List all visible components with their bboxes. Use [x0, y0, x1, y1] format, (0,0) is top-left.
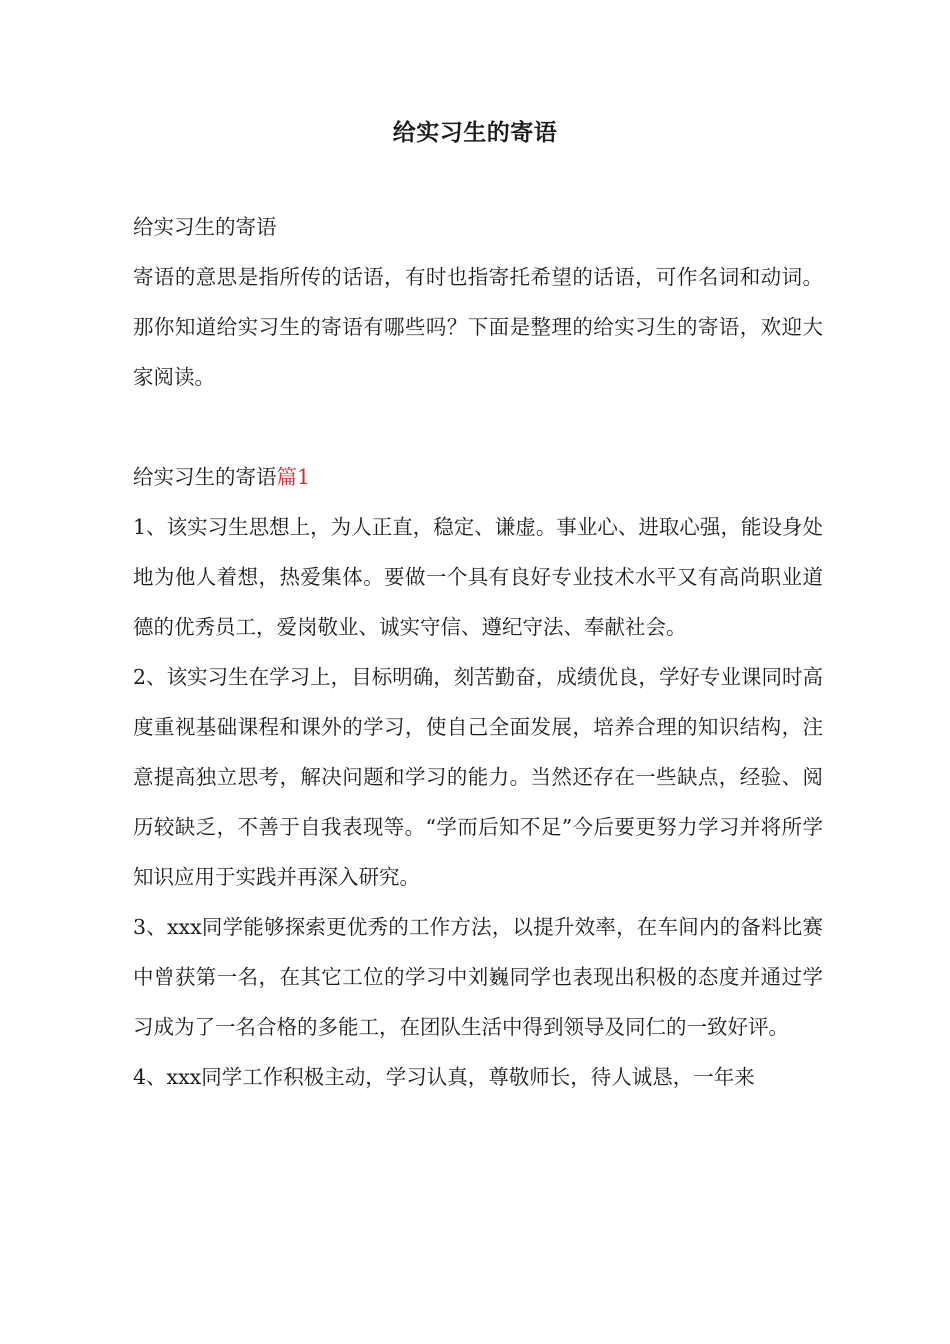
body-paragraph: 2、该实习生在学习上，目标明确，刻苦勤奋，成绩优良，学好专业课同时高度重视基础课程和课外的学习，使自己全面发展，培养合理的知识结构，注意提高独立思考，解决问题和学习的能力。当然还存在一些缺点，经验、阅历较缺乏，不善于自我表现等。“学而后知不足”今后要更努力学习并将所学知识应用于实践并再深入研究。: [133, 665, 823, 889]
section-heading-text: 给实习生的寄语: [133, 465, 277, 489]
body-paragraph: 3、xxx同学能够探索更优秀的工作方法，以提升效率，在车间内的备料比赛中曾获第一名，在其它工位的学习中刘巍同学也表现出积极的态度并通过学习成为了一名合格的多能工，在团队生活中得到领导及同仁的一致好评。: [133, 915, 823, 1039]
section-heading: [133, 452, 310, 502]
intro-paragraph: 寄语的意思是指所传的话语，有时也指寄托希望的话语，可作名词和动词。那你知道给实习生的寄语有哪些吗？下面是整理的给实习生的寄语，欢迎大家阅读。: [133, 265, 823, 389]
section-heading-highlight: 篇1: [276, 465, 311, 489]
body-block: [133, 502, 823, 1102]
body-paragraph: 4、xxx同学工作积极主动，学习认真，尊敬师长，待人诚恳，一年来: [133, 1065, 755, 1089]
intro-block: [133, 252, 823, 402]
document-title: 给实习生的寄语: [392, 119, 558, 146]
body-paragraph: 1、该实习生思想上，为人正直，稳定、谦虚。事业心、进取心强，能设身处地为他人着想，热爱集体。要做一个具有良好专业技术水平又有高尚职业道德的优秀员工，爱岗敬业、诚实守信、遵纪守法、奉献社会。: [133, 515, 823, 639]
document-subtitle: 给实习生的寄语: [133, 215, 277, 239]
